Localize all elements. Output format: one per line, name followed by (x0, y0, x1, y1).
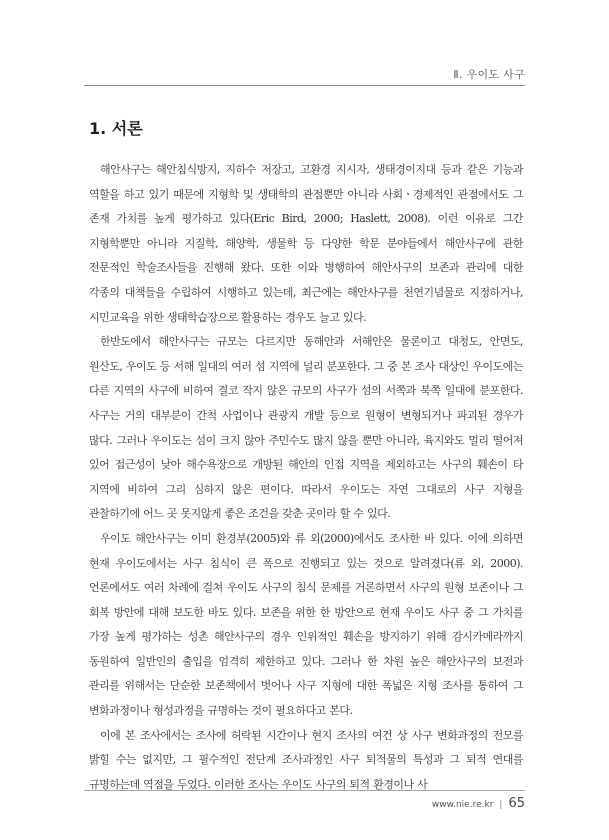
paragraph-2: 한반도에서 해안사구는 규모는 다르지만 동해안과 서해안은 물론이고 대청도, 안면도, 원산도, 우이도 등 서해 일대의 여러 섬 지역에 널리 분포한다. 그 중 본 조사 대상인 우이도에는 다른 지역의 사구에 비하여 결코 작지 않은 규모의 사구가 섬의 서쪽과 북쪽 일대에 분포한다. 사구는 거의 대부분이 간척 사업이나 관광지 개발 등으로 원형이 변형되거나 파괴된 경우가 많다. 그러나 우이도는 섬이 크지 않아 주민수도 많지 않을 뿐만 아니라, 육지와도 멀리 떨어져 있어 접근성이 낮아 해수욕장으로 개방된 해안의 인접 지역을 제외하고는 사구의 훼손이 타 지역에 비하여 그리 심하지 않은 편이다. 따라서 우이도는 자연 그대로의 사구 지형을 관찰하기에 어느 곳 못지않게 좋은 조건을 갖춘 곳이라 할 수 있다. (89, 335, 523, 521)
footer-url: www.nie.re.kr (431, 800, 494, 810)
page-footer (432, 796, 525, 811)
page-number: 65 (508, 796, 525, 811)
paragraph-1: 해안사구는 해안침식방지, 지하수 저장고, 고환경 지시자, 생태경이지대 등과 같은 기능과 역할을 하고 있기 때문에 지형학 및 생태학의 관점뿐만 아니라 사회ㆍ경제적인 관점에서도 그 존재 가치를 높게 평가하고 있다(Eric Bird, 2000; Haslett, 2008). 이런 이유로 그간 지형학뿐만 아니라 지질학, 해양학, 생물학 등 다양한 학문 분야들에서 해안사구에 관한 전문적인 학술조사들을 진행해 왔다. 또한 이와 병행하여 해안사구의 보존과 관리에 대한 각종의 대책들을 수립하여 시행하고 있는데, 최근에는 해안사구를 천연기념물로 지정하거나, 시민교육을 위한 생태학습장으로 활용하는 경우도 늘고 있다. (89, 163, 523, 324)
section-title: 1. 서론 (89, 119, 143, 138)
running-header: Ⅱ. 우이도 사구 (453, 68, 525, 81)
paragraph-4: 이에 본 조사에서는 조사에 허락된 시간이나 현지 조사의 여건 상 사구 변화과정의 전모를 밝힐 수는 없지만, 그 필수적인 전단계 조사과정인 사구 퇴적물의 특성과 그 퇴적 연대를 규명하는데 역점을 두었다. 이러한 조사는 우이도 사구의 퇴적 환경이나 사 (89, 728, 523, 791)
paragraph-3: 우이도 해안사구는 이미 환경부(2005)와 류 외(2000)에서도 조사한 바 있다. 이에 의하면 현재 우이도에서는 사구 침식이 큰 폭으로 진행되고 있는 것으로 알려졌다(류 외, 2000). 언론에서도 여러 차례에 걸쳐 우이도 사구의 침식 문제를 거론하면서 사구의 원형 보존이나 그 회복 방안에 대해 보도한 바도 있다. 보존을 위한 한 방안으로 현재 우이도 사구 중 그 가치를 가장 높게 평가하는 성촌 해안사구의 경우 인위적인 훼손을 방지하기 위해 감시카메라까지 동원하여 일반인의 출입을 엄격히 제한하고 있다. 그러나 한 차원 높은 해안사구의 보전과 관리를 위해서는 단순한 보존책에서 벗어나 사구 지형에 대한 폭넓은 지형 조사를 통하여 그 변화과정이나 형성과정을 규명하는 것이 필요하다고 본다. (89, 531, 523, 718)
header-divider (84, 85, 525, 86)
footer-divider (84, 790, 525, 791)
footer-separator: | (499, 800, 503, 810)
body-text (89, 158, 523, 797)
